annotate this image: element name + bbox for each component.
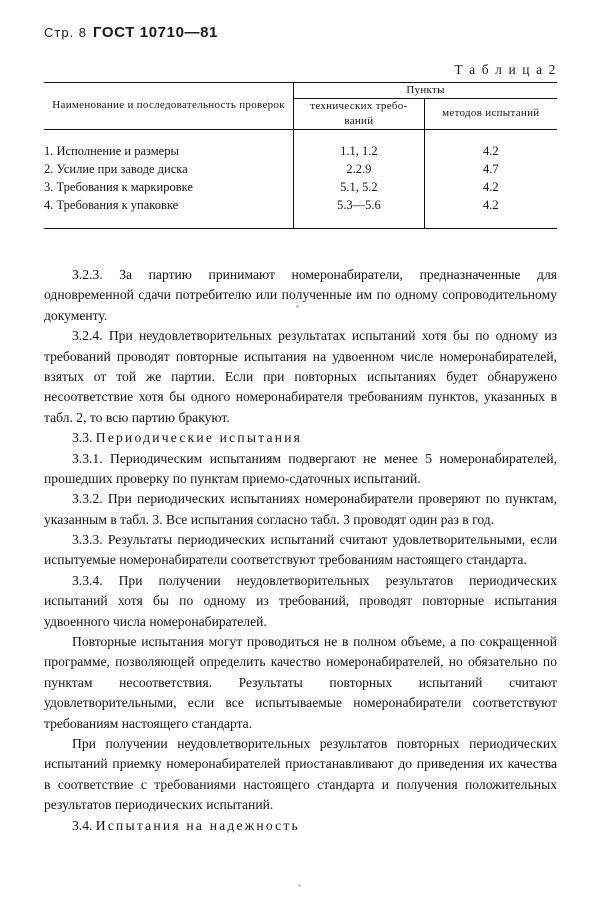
scan-artifact-dot (298, 884, 301, 887)
row-name: 4. Требования к упаковке (44, 196, 294, 229)
standard-number: ГОСТ 10710—81 (93, 24, 218, 41)
paragraph-3-3-2: 3.3.2. При периодических испытаниях номеронабиратели проверяют по пунктам, указанным в табл. 3. Все испытания согласно табл. 3 проводят один раз в год. (44, 491, 557, 527)
paragraph-3-2-4: 3.2.4. При неудовлетворительных результатах испытаний хотя бы по одному из требований проводят повторные испытания на удвоенном числе номеронабирателей, взятых от той же партии. Если при повторных испытаниях будет обнаружено несоответствие хотя бы одного номеронабирателя требованиям пунктов, указанных в табл. 2, то всю партию бракуют. (44, 328, 557, 425)
row-requirement: 5.1, 5.2 (294, 178, 424, 196)
heading-3-4 (44, 816, 557, 836)
paragraph-3-2-3: 3.2.3. За партию принимают номеронабиратели, предназначенные для одновременной сдачи потребителю или полученные им по одному сопроводительному документу. (44, 267, 557, 323)
row-method: 4.2 (424, 129, 557, 160)
heading-3-4-number: 3.4. (72, 817, 93, 833)
heading-3-3 (44, 428, 557, 448)
table-caption: Т а б л и ц а 2 (454, 62, 557, 77)
row-name: 3. Требования к маркировке (44, 179, 193, 194)
paragraph-repeat-tests: Повторные испытания могут проводиться не в полном объеме, а по сокращенной программе, позволяющей определить качество номеронабирателей, но обязательно по пунктам несоответствия. Результаты повторных испытаний считают удовлетворительными, если все испытываемые номеронабиратели соответствуют требованиям настоящего стандарта. (44, 634, 557, 731)
heading-3-4-text: Испытания на надежность (95, 817, 300, 833)
table-header-row-1 (44, 83, 557, 99)
header-cell-name: Наименование и последовательность проверок (44, 83, 294, 130)
table-row (44, 196, 557, 229)
paragraph-3-3-3: 3.3.3. Результаты периодических испытаний считают удовлетворительными, если испытуемые номеронабиратели соответствуют требованиям настоящего стандарта. (44, 532, 557, 568)
paragraph-3-3-1: 3.3.1. Периодическим испытаниям подвергают не менее 5 номеронабирателей, прошедших проверку по пунктам приемо-сдаточных испытаний. (44, 450, 557, 486)
document-body (44, 265, 557, 836)
page-number-label: Стр. 8 (44, 25, 88, 40)
row-name: 2. Усилие при заводе диска (44, 161, 188, 176)
row-requirement: 2.2.9 (294, 160, 424, 178)
heading-3-3-text: Периодические испытания (95, 430, 303, 446)
header-cell-group: Пункты (294, 83, 557, 99)
header-cell-requirements-line2: ваний (344, 114, 374, 127)
row-method: 4.2 (424, 196, 557, 229)
heading-3-3-number: 3.3. (72, 430, 93, 446)
header-cell-methods: методов испытаний (424, 98, 557, 129)
requirements-table (44, 82, 557, 229)
row-requirement: 5.3—5.6 (294, 196, 424, 229)
paragraph-3-3-4: 3.3.4. При получении неудовлетворительных результатов периодических испытаний хотя бы по одному из требований, проводят повторные испытания удвоенного числа номеронабирателей. (44, 572, 557, 629)
row-method: 4.7 (424, 160, 557, 178)
header-cell-requirements-line1: технических требо- (310, 99, 408, 112)
header-cell-requirements (294, 98, 424, 129)
row-method: 4.2 (424, 178, 557, 196)
paragraph-unsatisfactory-results: При получении неудовлетворительных результатов повторных периодических испытаний приемку номеронабирателей приостанавливают до приведения их качества в соответствие с требованиями настоящего стандарта и получения положительных результатов периодических испытаний. (44, 735, 557, 813)
table-row (44, 160, 557, 178)
row-name: 1. Исполнение и размеры (44, 129, 294, 160)
table-row (44, 178, 557, 196)
table-row (44, 129, 557, 160)
scan-artifact-dot (296, 305, 299, 308)
row-requirement: 1.1, 1.2 (294, 129, 424, 160)
page-header (44, 24, 218, 41)
